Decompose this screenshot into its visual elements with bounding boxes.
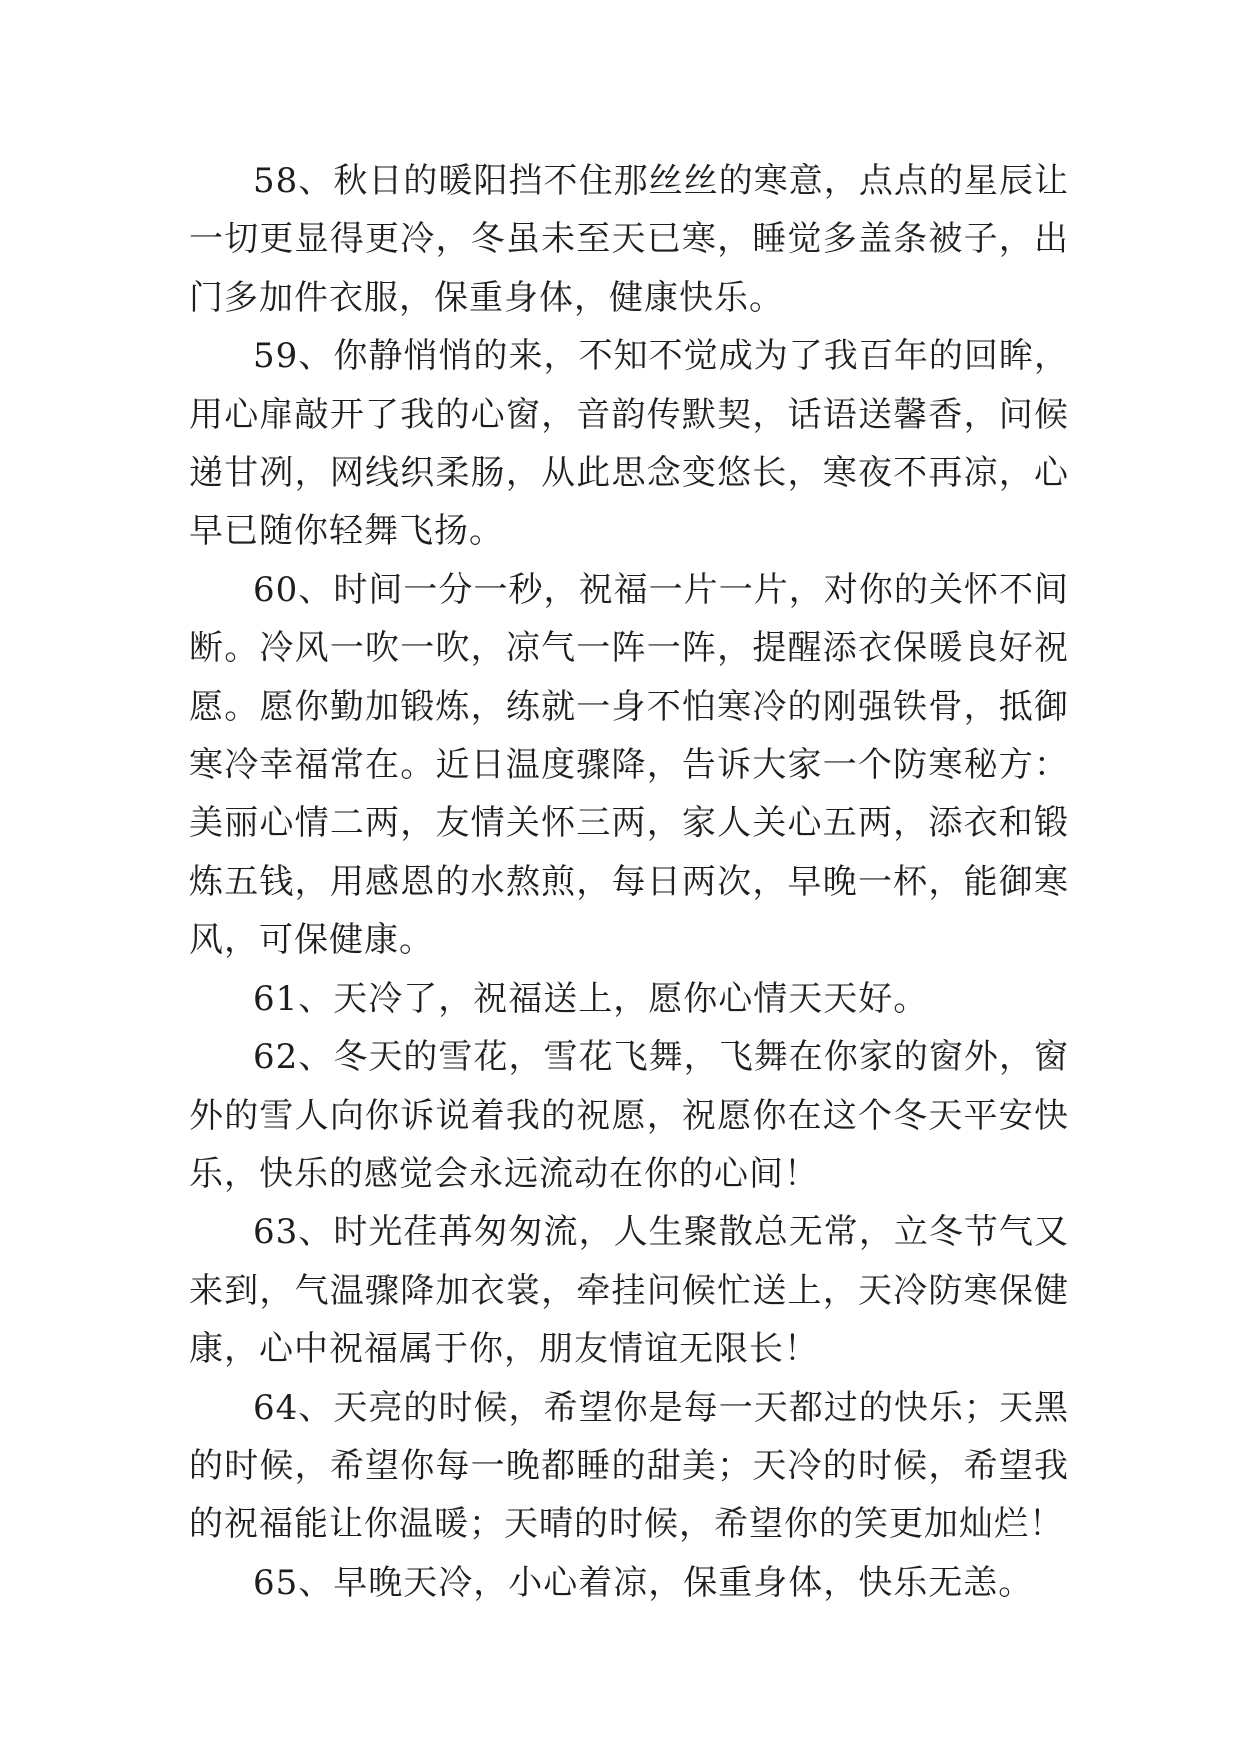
paragraph-64: 64、天亮的时候，希望你是每一天都过的快乐；天黑的时候，希望你每一晚都睡的甜美；天冷的时候，希望我的祝福能让你温暖；天晴的时候，希望你的笑更加灿烂！	[189, 1387, 1069, 1545]
document-body	[189, 152, 1069, 1612]
paragraph-61: 61、天冷了，祝福送上，愿你心情天天好。	[253, 978, 929, 1019]
paragraph-62: 62、冬天的雪花，雪花飞舞，飞舞在你家的窗外，窗外的雪人向你诉说着我的祝愿，祝愿你在这个冬天平安快乐，快乐的感觉会永远流动在你的心间！	[189, 1037, 1069, 1194]
paragraph-59: 59、你静悄悄的来，不知不觉成为了我百年的回眸，用心扉敲开了我的心窗，音韵传默契，话语送馨香，问候递甘冽，网线织柔肠，从此思念变悠长，寒夜不再凉，心早已随你轻舞飞扬。	[189, 336, 1069, 552]
paragraph-63: 63、时光荏苒匆匆流，人生聚散总无常，立冬节气又来到，气温骤降加衣裳，牵挂问候忙送上，天冷防寒保健康，心中祝福属于你，朋友情谊无限长！	[189, 1212, 1069, 1370]
paragraph-58: 58、秋日的暖阳挡不住那丝丝的寒意，点点的星辰让一切更显得更冷，冬虽未至天已寒，睡觉多盖条被子，出门多加件衣服，保重身体，健康快乐。	[189, 161, 1069, 318]
paragraph-65: 65、早晚天冷，小心着凉，保重身体，快乐无恙。	[253, 1562, 1034, 1603]
paragraph-60: 60、时间一分一秒，祝福一片一片，对你的关怀不间断。冷风一吹一吹，凉气一阵一阵，提醒添衣保暖良好祝愿。愿你勤加锻炼，练就一身不怕寒冷的刚强铁骨，抵御寒冷幸福常在。近日温度骤降，告诉大家一个防寒秘方：美丽心情二两，友情关怀三两，家人关心五两，添衣和锻炼五钱，用感恩的水熬煎，每日两次，早晚一杯，能御寒风，可保健康。	[189, 569, 1069, 961]
